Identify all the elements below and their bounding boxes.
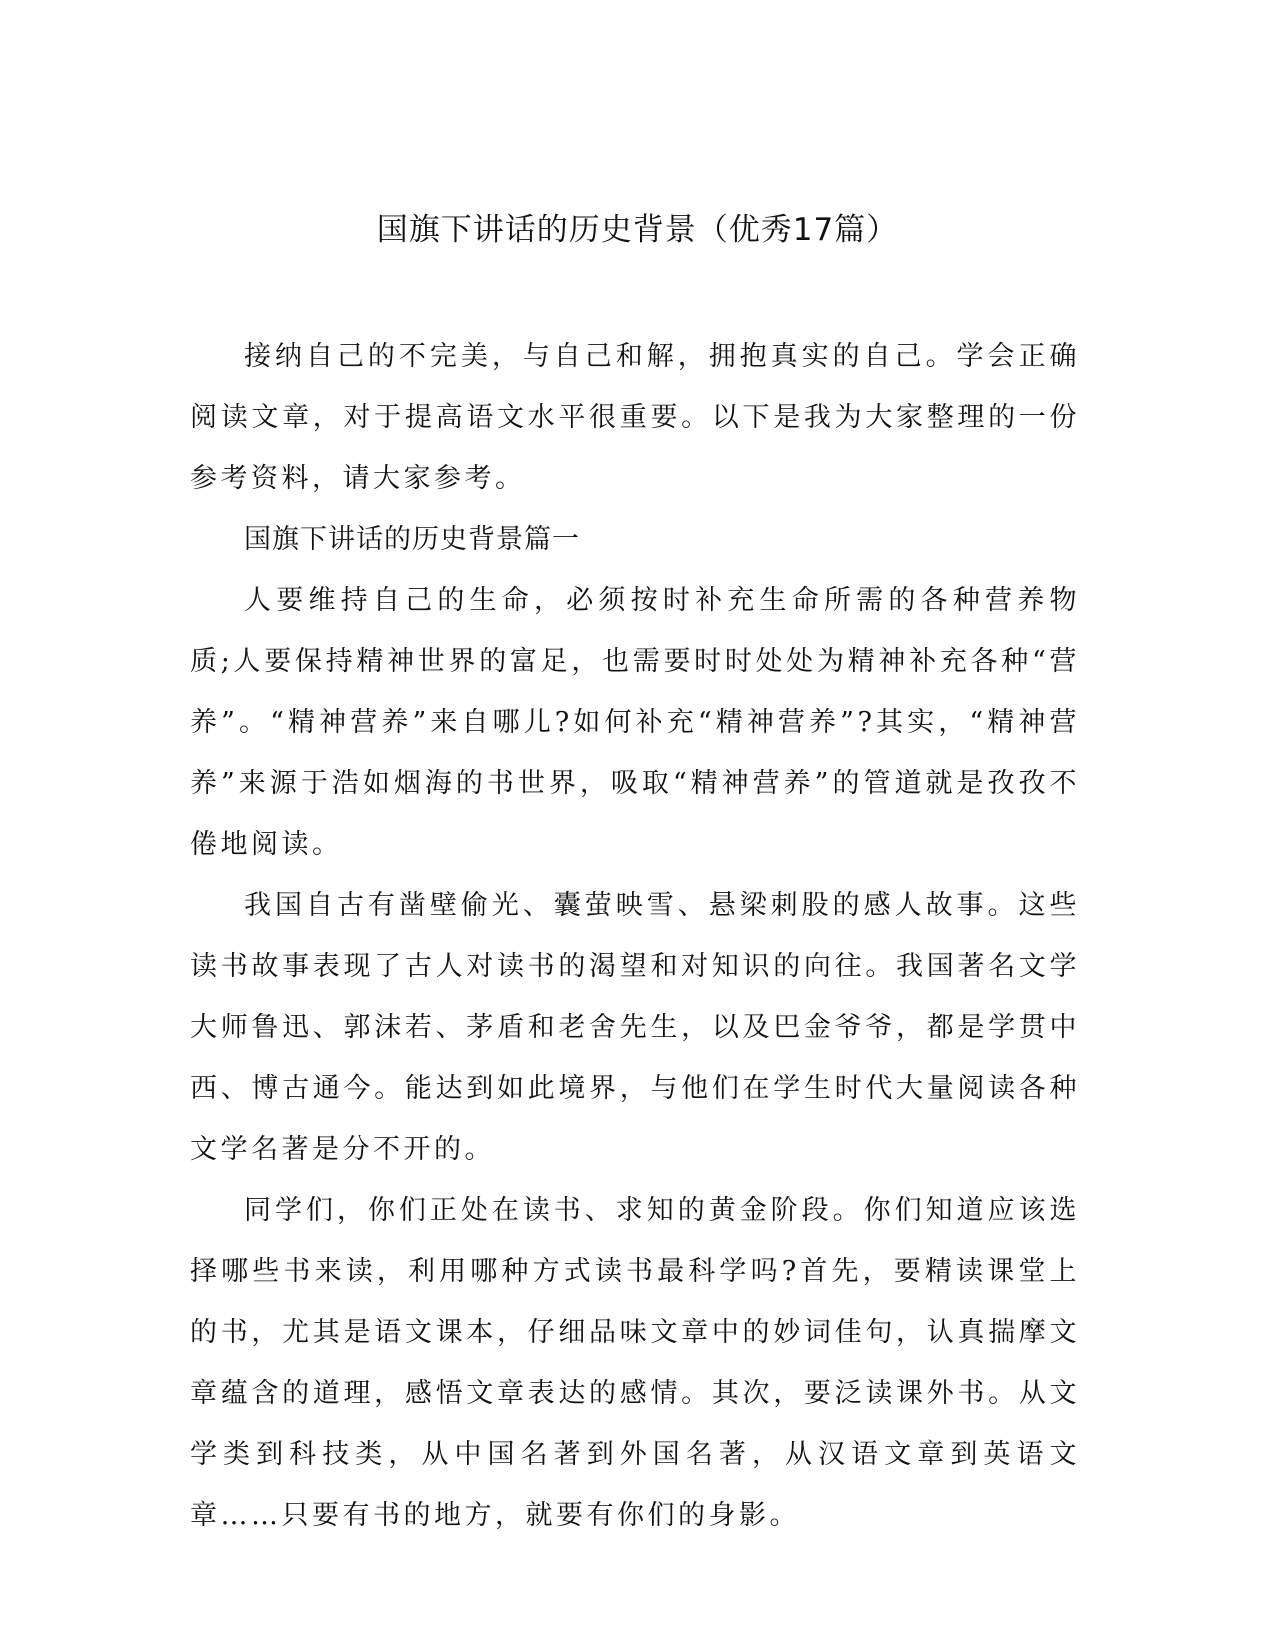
- section-heading: 国旗下讲话的历史背景篇一: [244, 524, 580, 555]
- body-paragraph-1: 人要维持自己的生命，必须按时补充生命所需的各种营养物质;人要保持精神世界的富足，也需要时时处处为精神补充各种“营养”。“精神营养”来自哪儿?如何补充“精神营养”?其实，“精神营养”来源于浩如烟海的书世界，吸取“精神营养”的管道就是孜孜不倦地阅读。: [190, 585, 1080, 860]
- body-paragraph-2: 我国自古有凿壁偷光、囊萤映雪、悬梁刺股的感人故事。这些读书故事表现了古人对读书的渴望和对知识的向往。我国著名文学大师鲁迅、郭沫若、茅盾和老舍先生，以及巴金爷爷，都是学贯中西、博古通今。能达到如此境界，与他们在学生时代大量阅读各种文学名著是分不开的。: [190, 890, 1080, 1165]
- intro-paragraph: 接纳自己的不完美，与自己和解，拥抱真实的自己。学会正确阅读文章，对于提高语文水平很重要。以下是我为大家整理的一份参考资料，请大家参考。: [190, 341, 1080, 494]
- body-paragraph-3: 同学们，你们正处在读书、求知的黄金阶段。你们知道应该选择哪些书来读，利用哪种方式读书最科学吗?首先，要精读课堂上的书，尤其是语文课本，仔细品味文章中的妙词佳句，认真揣摩文章蕴含的道理，感悟文章表达的感情。其次，要泛读课外书。从文学类到科技类，从中国名著到外国名著，从汉语文章到英语文章……只要有书的地方，就要有你们的身影。: [190, 1195, 1080, 1531]
- document-title: 国旗下讲话的历史背景（优秀17篇）: [376, 212, 899, 248]
- document-body: [190, 326, 1080, 1546]
